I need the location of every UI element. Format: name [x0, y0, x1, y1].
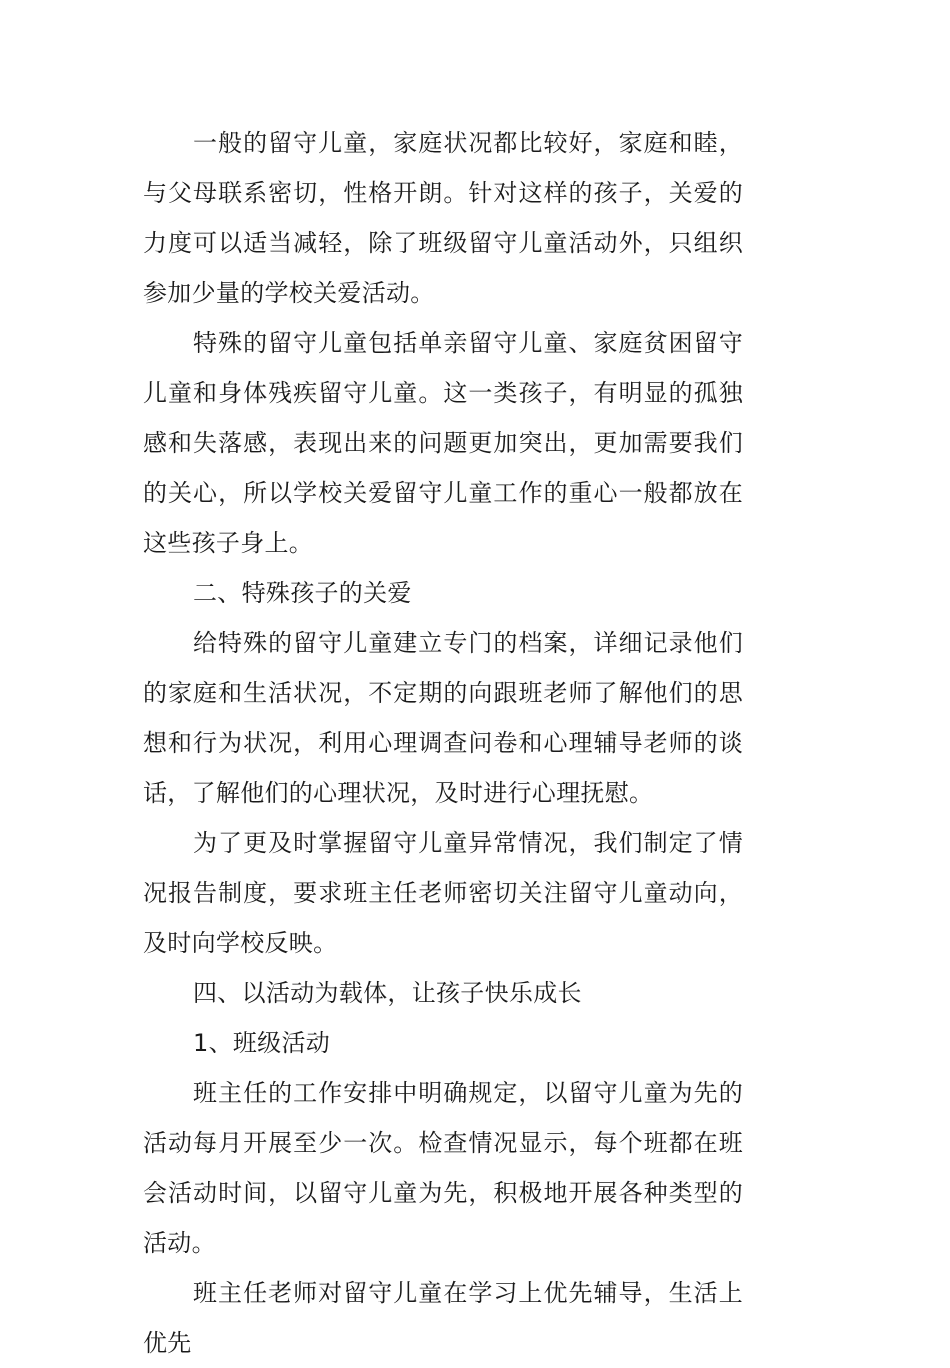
- paragraph-general-children: 一般的留守儿童，家庭状况都比较好，家庭和睦，与父母联系密切，性格开朗。针对这样的孩子，关爱的力度可以适当减轻，除了班级留守儿童活动外，只组织参加少量的学校关爱活动。: [143, 129, 743, 307]
- section-heading-special-care: 二、特殊孩子的关爱: [193, 579, 412, 607]
- paragraph-class-activities: 班主任的工作安排中明确规定，以留守儿童为先的活动每月开展至少一次。检查情况显示，每个班都在班会活动时间，以留守儿童为先，积极地开展各种类型的活动。: [143, 1079, 743, 1257]
- section-heading-activities: 四、以活动为载体，让孩子快乐成长: [193, 979, 582, 1007]
- subheading-class-activities: 1、班级活动: [193, 1029, 331, 1057]
- paragraph-teacher-tutoring: 班主任老师对留守儿童在学习上优先辅导，生活上优先: [143, 1279, 743, 1357]
- document-body: [143, 118, 743, 1368]
- paragraph-archives: 给特殊的留守儿童建立专门的档案，详细记录他们的家庭和生活状况，不定期的向跟班老师了解他们的思想和行为状况，利用心理调查问卷和心理辅导老师的谈话，了解他们的心理状况，及时进行心理抚慰。: [143, 629, 743, 807]
- paragraph-special-children: 特殊的留守儿童包括单亲留守儿童、家庭贫困留守儿童和身体残疾留守儿童。这一类孩子，有明显的孤独感和失落感，表现出来的问题更加突出，更加需要我们的关心，所以学校关爱留守儿童工作的重心一般都放在这些孩子身上。: [143, 329, 743, 557]
- paragraph-report-system: 为了更及时掌握留守儿童异常情况，我们制定了情况报告制度，要求班主任老师密切关注留守儿童动向，及时向学校反映。: [143, 829, 743, 957]
